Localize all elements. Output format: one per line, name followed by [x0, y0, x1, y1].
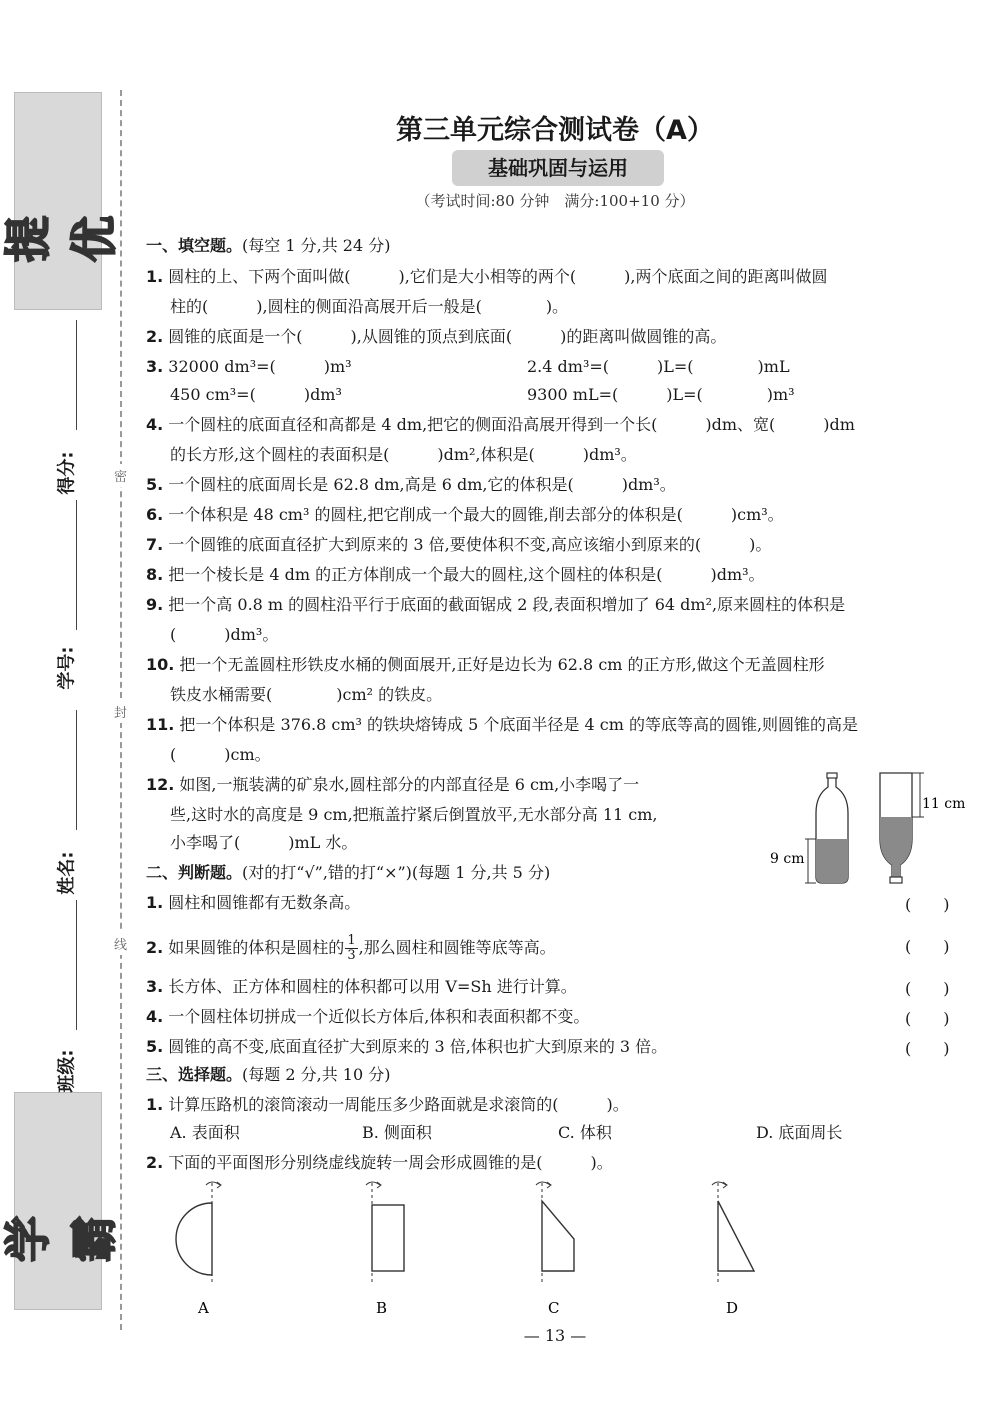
q1-7-line: 7. 一个圆锥的底面直径扩大到原来的 3 倍,要使体积不变,高应该缩小到原来的( )。	[146, 535, 772, 554]
tf-4-line: 4. 一个圆柱体切拼成一个近似长方体后,体积和表面积都不变。	[146, 1007, 590, 1026]
q1-12-line-c: 小李喝了( )mL 水。	[170, 833, 358, 852]
q1-2-line: 2. 圆锥的底面是一个( ),从圆锥的顶点到底面( )的距离叫做圆锥的高。	[146, 327, 727, 346]
tf-1-line: 1. 圆柱和圆锥都有无数条高。	[146, 893, 361, 912]
mc-2-line: 2. 下面的平面图形分别绕虚线旋转一周会形成圆锥的是( )。	[146, 1153, 613, 1172]
q1-4-line-b: 的长方形,这个圆柱的表面积是( )dm²,体积是( )dm³。	[170, 445, 637, 464]
mc-1-option-d[interactable]: D. 底面周长	[756, 1123, 843, 1142]
page-number: — 13 —	[523, 1326, 587, 1345]
q1-12-line: 12. 如图,一瓶装满的矿泉水,圆柱部分的内部直径是 6 cm,小李喝了一	[146, 775, 640, 794]
figure-label-d: D	[726, 1299, 739, 1317]
q1-3-line-b: 450 cm³=( )dm³	[170, 385, 342, 404]
exam-info: （考试时间:80 分钟 满分:100+10 分）	[415, 192, 695, 210]
mc-1-option-b[interactable]: B. 侧面积	[362, 1123, 432, 1142]
q1-1-line: 1. 圆柱的上、下两个面叫做( ),它们是大小相等的两个( ),两个底面之间的距离叫做圆	[146, 267, 828, 286]
figure-b[interactable]	[366, 1182, 404, 1285]
brand-top-text: 提优	[1, 216, 121, 262]
q1-3-right-a: 2.4 dm³=( )L=( )mL	[527, 357, 790, 376]
name-line	[76, 710, 77, 830]
bottle-figure	[760, 765, 980, 890]
page-subtitle: 基础巩固与运用	[452, 150, 664, 186]
cut-mark-xian: 线	[114, 932, 127, 955]
q1-11-line-b: ( )cm。	[170, 745, 271, 764]
score-line	[76, 320, 77, 430]
bottle-cap-icon	[827, 773, 837, 778]
q1-12-line-b: 些,这时水的高度是 9 cm,把瓶盖拧紧后倒置放平,无水部分高 11 cm,	[170, 805, 658, 824]
tf-2-line: 2. 如果圆锥的体积是圆柱的 $\frac{1}{3}$ ,那么圆柱和圆锥等底等高。	[146, 933, 556, 963]
q1-3-right-b: 9300 mL=( )L=( )m³	[527, 385, 795, 404]
mc-1-option-c[interactable]: C. 体积	[558, 1123, 612, 1142]
q1-5-line: 5. 一个圆柱的底面周长是 62.8 dm,高是 6 dm,它的体积是( )dm³。	[146, 475, 676, 494]
q1-8-line: 8. 把一个棱长是 4 dm 的正方体削成一个最大的圆柱,这个圆柱的体积是( )dm³。	[146, 565, 765, 584]
brand-box-bottom	[1, 1092, 121, 1310]
score-label: 得分:	[56, 451, 78, 495]
q1-3-line: 3. 32000 dm³=( )m³	[146, 357, 352, 376]
q1-9-line: 9. 把一个高 0.8 m 的圆柱沿平行于底面的截面锯成 2 段,表面积增加了 64 dm²,原来圆柱的体积是	[146, 595, 846, 614]
section-1-heading: 一、填空题。(每空 1 分,共 24 分)	[146, 236, 391, 255]
student-id-line	[76, 500, 77, 630]
mc-1-option-a[interactable]: A. 表面积	[170, 1123, 240, 1142]
q1-6-line: 6. 一个体积是 48 cm³ 的圆柱,把它削成一个最大的圆锥,削去部分的体积是( )cm³。	[146, 505, 784, 524]
water-inverted	[880, 817, 912, 877]
class-line	[76, 900, 77, 1030]
fraction-one-third: $\frac{1}{3}$	[347, 933, 356, 963]
water-upright	[816, 839, 848, 883]
bottle-label-left: 9 cm	[770, 851, 805, 867]
q1-4-line: 4. 一个圆柱的底面直径和高都是 4 dm,把它的侧面沿高展开得到一个长( )dm、宽( )dm	[146, 415, 855, 434]
figure-label-a: A	[198, 1299, 209, 1317]
tf-3-line: 3. 长方体、正方体和圆柱的体积都可以用 V=Sh 进行计算。	[146, 977, 577, 996]
q1-9-line-b: ( )dm³。	[170, 625, 279, 644]
cut-mark-mi: 密	[114, 464, 127, 487]
brand-bottom-text: 学霸	[1, 1216, 121, 1262]
page-title: 第三单元综合测试卷（A）	[396, 115, 714, 146]
name-label: 姓名:	[56, 851, 78, 895]
tf-1-answer[interactable]: ( )	[905, 895, 950, 914]
section-2-heading: 二、判断题。(对的打“√”,错的打“×”)(每题 1 分,共 5 分)	[146, 863, 551, 882]
student-id-label: 学号:	[56, 646, 78, 690]
figure-label-c: C	[548, 1299, 560, 1317]
tf-2-answer[interactable]: ( )	[905, 937, 950, 956]
tf-5-answer[interactable]: ( )	[905, 1039, 950, 1058]
tf-4-answer[interactable]: ( )	[905, 1009, 950, 1028]
q1-10-line: 10. 把一个无盖圆柱形铁皮水桶的侧面展开,正好是边长为 62.8 cm 的正方形,做这个无盖圆柱形	[146, 655, 825, 674]
q1-10-line-b: 铁皮水桶需要( )cm² 的铁皮。	[170, 685, 443, 704]
tf-5-line: 5. 圆锥的高不变,底面直径扩大到原来的 3 倍,体积也扩大到原来的 3 倍。	[146, 1037, 668, 1056]
section-3-heading: 三、选择题。(每题 2 分,共 10 分)	[146, 1065, 391, 1084]
cut-mark-feng: 封	[114, 700, 127, 723]
q1-11-line: 11. 把一个体积是 376.8 cm³ 的铁块熔铸成 5 个底面半径是 4 cm 的等底等高的圆锥,则圆锥的高是	[146, 715, 859, 734]
bottle-label-right: 11 cm	[922, 796, 966, 812]
q1-1-line-b: 柱的( ),圆柱的侧面沿高展开后一般是( )。	[170, 297, 569, 316]
class-label: 班级:	[56, 1049, 78, 1093]
figure-label-b: B	[376, 1299, 388, 1317]
rotation-figures	[150, 1175, 800, 1320]
figure-a[interactable]	[176, 1182, 221, 1285]
mc-1-line: 1. 计算压路机的滚筒滚动一周能压多少路面就是求滚筒的( )。	[146, 1095, 629, 1114]
figure-d[interactable]	[712, 1182, 754, 1285]
figure-c[interactable]	[536, 1182, 574, 1285]
tf-3-answer[interactable]: ( )	[905, 979, 950, 998]
